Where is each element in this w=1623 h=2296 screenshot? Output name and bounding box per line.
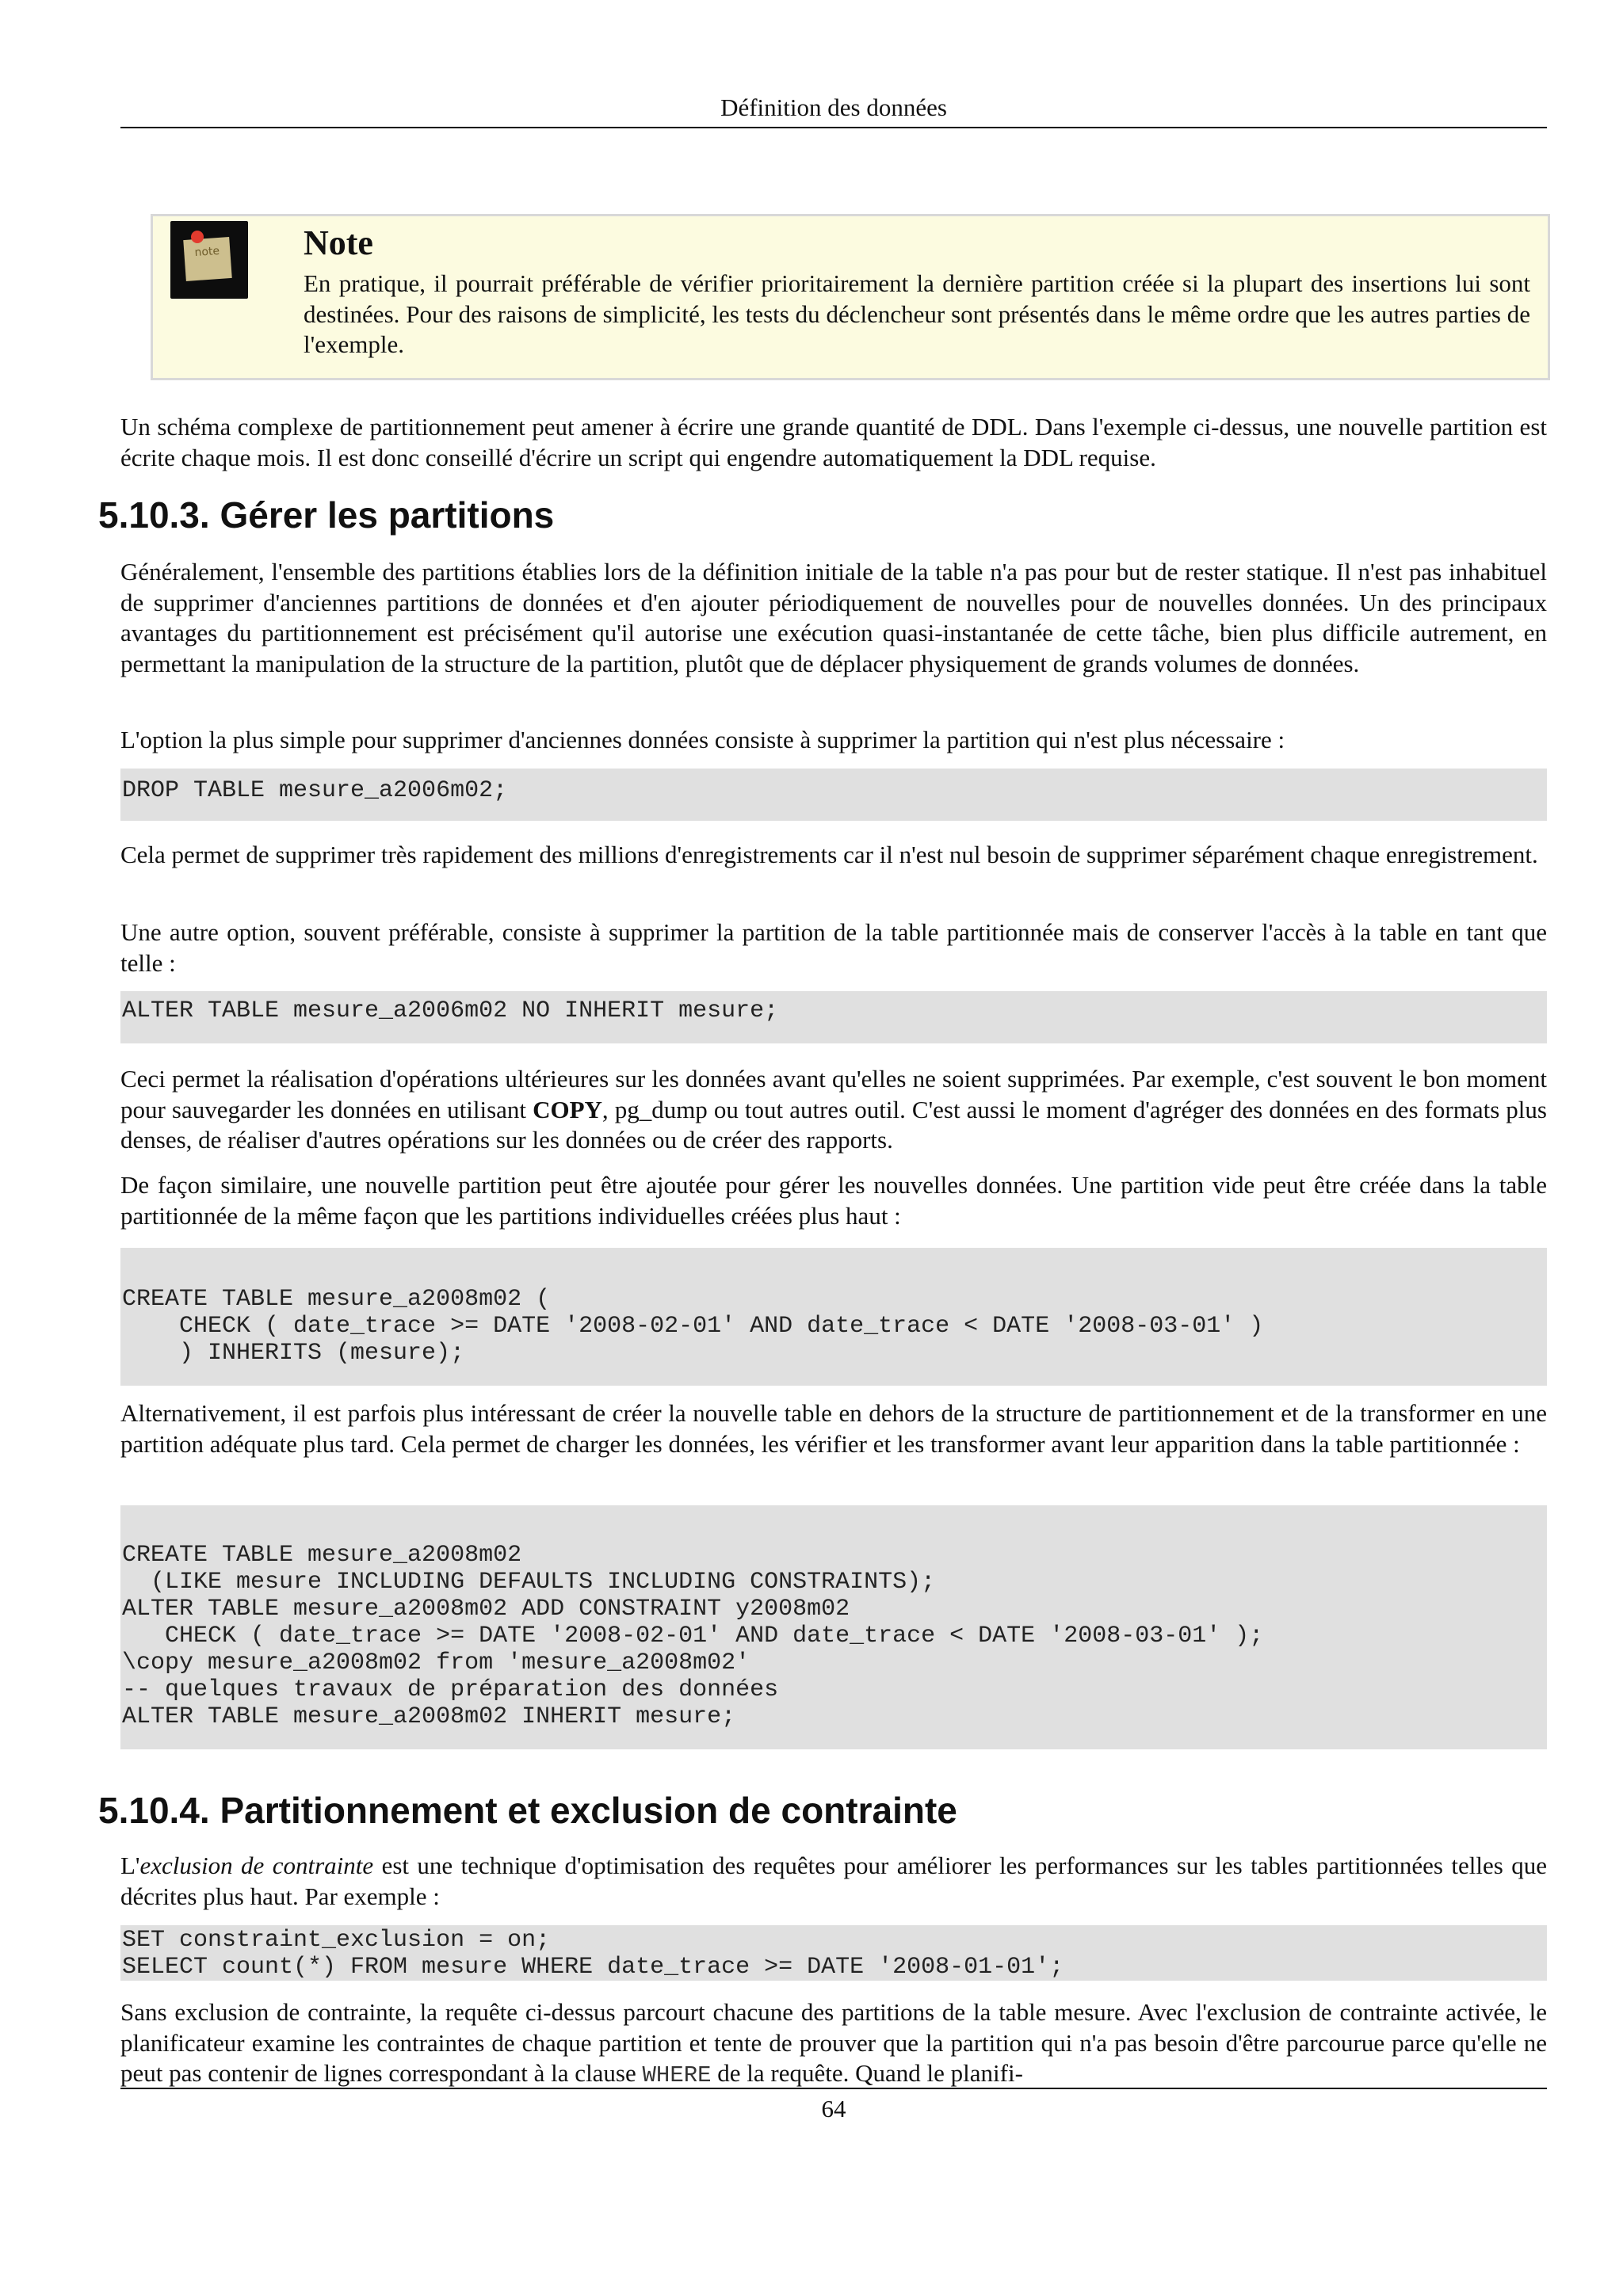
inline-code-where: WHERE [642,2062,712,2088]
section-heading-5-10-4: 5.10.4. Partitionnement et exclusion de contrainte [98,1790,957,1831]
note-box [151,214,1550,380]
code-block-create-partition: CREATE TABLE mesure_a2008m02 ( CHECK ( date_trace >= DATE '2008-02-01' AND date_trace < DATE '2008-03-01' ) ) INHERITS (mesure); [120,1248,1547,1386]
code-block-alter-no-inherit: ALTER TABLE mesure_a2006m02 NO INHERIT mesure; [120,991,1547,1043]
code-block-constraint-exclusion: SET constraint_exclusion = on; SELECT count(*) FROM mesure WHERE date_trace >= DATE '2008-01-01'; [120,1925,1547,1981]
paragraph-constraint-exclusion [120,1851,1547,1912]
header-rule [120,127,1547,128]
text-run: est une technique d'optimisation des requêtes pour améliorer les performances sur les tables partitionnées telles que décrites plus haut. Par exemple : [120,1852,1547,1910]
code-block-drop-table: DROP TABLE mesure_a2006m02; [120,769,1547,821]
copy-command: COPY [533,1095,602,1123]
paragraph-after-no-inherit [120,1064,1547,1156]
paragraph-no-inherit-option: Une autre option, souvent préférable, consiste à supprimer la partition de la table partitionnée mais de conserver l'accès à la table en tant que telle : [120,918,1547,977]
footer-rule [120,2088,1547,2089]
pin-icon [191,231,204,243]
text-run: , pg_dump ou tout autres outil. C'est aussi le moment d'agréger des données en des formats plus denses, de réaliser d'autres opérations sur les données ou de créer des rapports. [120,1095,1547,1154]
text-run: L' [120,1852,140,1879]
note-icon [170,221,248,299]
paragraph-without-exclusion [120,1997,1547,2092]
page-number: 64 [821,2095,846,2122]
paragraph-new-partition: De façon similaire, une nouvelle partition peut être ajoutée pour gérer les nouvelles données. Une partition vide peut être créée dans la table partitionnée de la même façon que les partitions individuelles créées plus haut : [120,1171,1547,1230]
intro-paragraph: Un schéma complexe de partitionnement peut amener à écrire une grande quantité de DDL. Dans l'exemple ci-dessus, une nouvelle partition est écrite chaque mois. Il est donc conseillé d'écrire un script qui engendre automatiquement la DDL requise. [120,413,1547,471]
text-run: Ceci permet la réalisation d'opérations ultérieures sur les données avant qu'elles ne soient supprimées. Par exemple, c'est souvent le bon moment pour sauvegarder les données en utilisant [120,1065,1547,1123]
note-title: Note [304,223,373,262]
text-run: Sans exclusion de contrainte, la requête ci-dessus parcourt chacune des partitions de la table mesure. Avec l'exclusion de contrainte activée, le planificateur examine les contraintes de chaque partition et tente de prouver que la partition qui n'a pas besoin d'être parcourue parce qu'elle ne peut pas contenir de lignes correspondant à la clause [120,1998,1547,2087]
text-run: de la requête. Quand le planifi- [711,2059,1023,2087]
paragraph-drop-effect: Cela permet de supprimer très rapidement des millions d'enregistrements car il n'est nul besoin de supprimer séparément chaque enregistrement. [120,841,1538,868]
paragraph-drop-option: L'option la plus simple pour supprimer d'anciennes données consiste à supprimer la partition qui n'est plus nécessaire : [120,726,1285,753]
code-block-create-like: CREATE TABLE mesure_a2008m02 (LIKE mesure INCLUDING DEFAULTS INCLUDING CONSTRAINTS); ALTER TABLE mesure_a2008m02 ADD CONSTRAINT y2008m02 CHECK ( date_trace >= DATE '2008-02-01' AND date_trace < DATE '2008-03-01' ); \copy mesure_a2008m02 from 'mesure_a2008m02' -- quelques travaux de préparation des données ALTER TABLE mesure_a2008m02 INHERIT mesure; [120,1505,1547,1749]
section-heading-5-10-3: 5.10.3. Gérer les partitions [98,494,555,536]
running-header: Définition des données [720,93,947,121]
italic-term: exclusion de contrainte [139,1852,374,1879]
note-text: En pratique, il pourrait préférable de vérifier prioritairement la dernière partition créée si la plupart des insertions lui sont destinées. Pour des raisons de simplicité, les tests du déclencheur sont présentés dans le même ordre que les autres parties de l'exemple. [304,269,1530,358]
note-icon-paper: note [183,237,231,281]
paragraph-alternative: Alternativement, il est parfois plus intéressant de créer la nouvelle table en dehors de la structure de partitionnement et de la transformer en une partition adéquate plus tard. Cela permet de charger les données, les vérifier et les transformer avant leur apparition dans la table partitionnée : [120,1399,1547,1458]
paragraph-partitions-overview: Généralement, l'ensemble des partitions établies lors de la définition initiale de la table n'a pas pour but de rester statique. Il n'est pas inhabituel de supprimer d'anciennes partitions de données et d'en ajouter périodiquement de nouvelles pour de nouvelles données. Un des principaux avantages du partitionnement est précisément qu'il autorise une exécution quasi-instantanée de cette tâche, bien plus difficile autrement, en permettant la manipulation de la structure de la partition, plutôt que de déplacer physiquement de grands volumes de données. [120,558,1547,677]
